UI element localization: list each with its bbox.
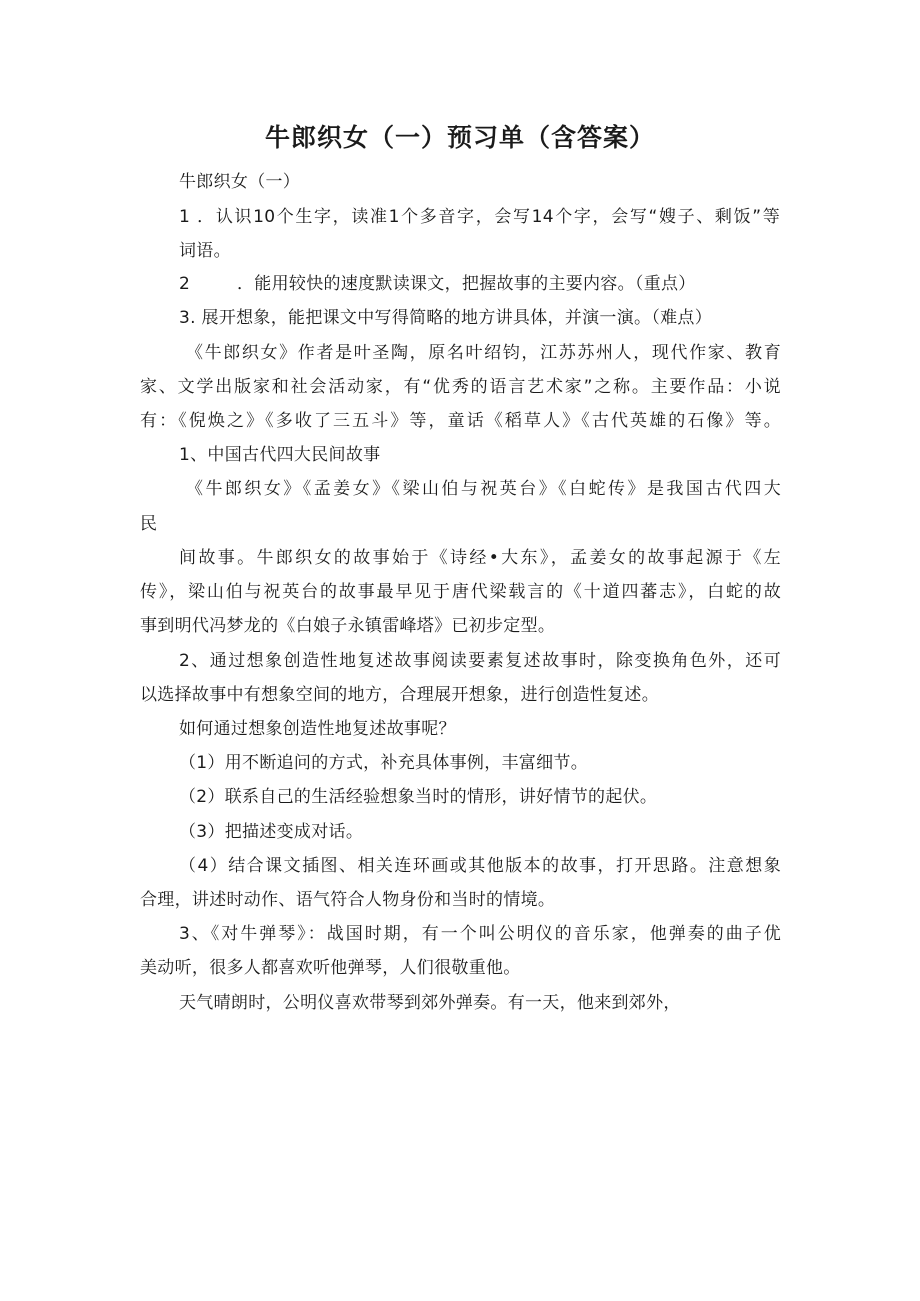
method-3: （3）把描述变成对话。: [179, 822, 364, 842]
author-line-2: 家、文学出版家和社会活动家，有“优秀的语言艺术家”之称。主要作品：小说: [140, 377, 781, 397]
stories-line-3: 间故事。牛郎织女的故事始于《诗经•大东》，孟姜女的故事起源于《左: [179, 548, 781, 568]
author-line-3: 有：《倪焕之》《多收了三五斗》等，童话《稻草人》《古代英雄的石像》等。: [140, 411, 781, 431]
heading-four-folk-tales: 1、中国古代四大民间故事: [179, 445, 381, 465]
method-2: （2）联系自己的生活经验想象当时的情形，讲好情节的起伏。: [179, 787, 658, 807]
author-line-1: 《牛郎织女》作者是叶圣陶，原名叶绍钧，江苏苏州人，现代作家、教育: [186, 343, 781, 363]
method-4-line-1: （4）结合课文插图、相关连环画或其他版本的故事，打开思路。注意想象: [179, 856, 781, 876]
stories-line-5: 事到明代冯梦龙的《白娘子永镇雷峰塔》已初步定型。: [140, 616, 556, 636]
heading-story-line-2: 美动听，很多人都喜欢听他弹琴，人们很敬重他。: [140, 958, 521, 978]
stories-line-4: 传》，梁山伯与祝英台的故事最早见于唐代梁载言的《十道四蕃志》，白蛇的故: [140, 582, 781, 602]
heading-retelling-line-2: 以选择故事中有想象空间的地方，合理展开想象，进行创造性复述。: [140, 685, 659, 705]
heading-retelling-line-1: 2、通过想象创造性地复述故事阅读要素复述故事时，除变换角色外，还可: [179, 651, 781, 671]
subtitle: 牛郎织女（一）: [179, 172, 301, 192]
stories-line-1: 《牛郎织女》《孟姜女》《梁山伯与祝英台》《白蛇传》是我国古代四大: [186, 479, 781, 499]
method-4-line-2: 合理，讲述时动作、语气符合人物身份和当时的情境。: [140, 890, 556, 910]
goal-1-line-2: 词语。: [179, 241, 231, 261]
stories-line-2: 民: [140, 514, 158, 534]
heading-story-line-1: 3、《对牛弹琴》：战国时期，有一个叫公明仪的音乐家，他弹奏的曲子优: [179, 924, 781, 944]
goal-3: 3. 展开想象，能把课文中写得简略的地方讲具体，并演一演。（难点）: [179, 308, 713, 328]
goal-2-number: 2: [179, 274, 191, 294]
goal-2-text: ．能用较快的速度默读课文，把握故事的主要内容。（重点）: [237, 274, 696, 294]
goal-1-line-1: 1 ．认识10个生字，读准1个多音字，会写14个字，会写“嫂子、剩饭”等: [179, 207, 780, 227]
document-title: 牛郎织女（一）预习单（含答案）: [264, 123, 655, 152]
question: 如何通过想象创造性地复述故事呢？: [179, 719, 456, 739]
story-last-line: 天气晴朗时，公明仪喜欢带琴到郊外弹奏。有一天，他来到郊外，: [179, 993, 681, 1013]
method-1: （1）用不断追问的方式，补充具体事例，丰富细节。: [179, 753, 589, 773]
